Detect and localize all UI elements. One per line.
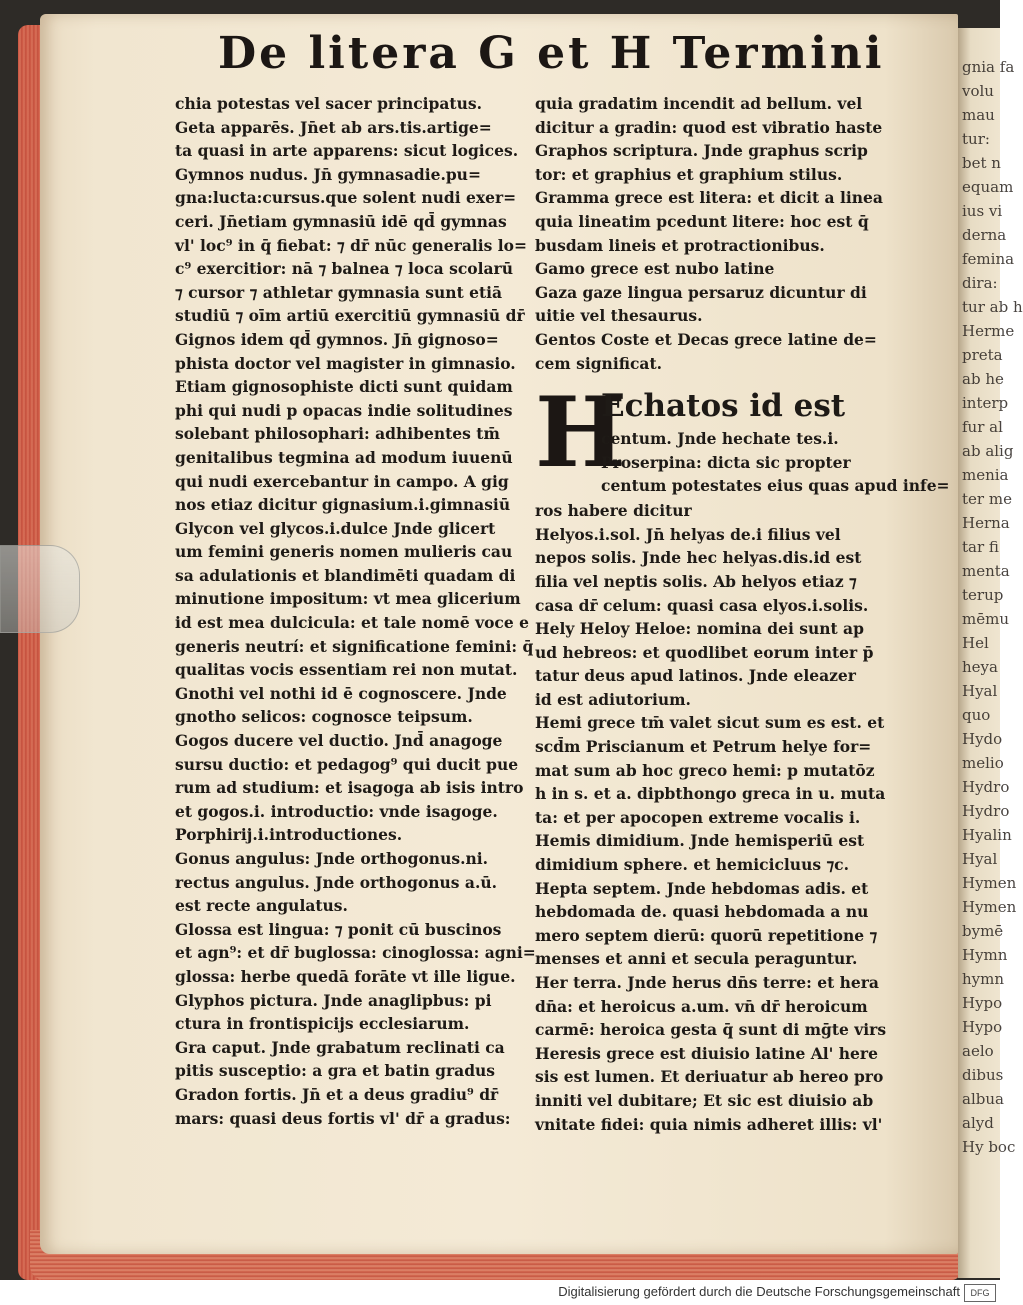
- facing-page-fragment: menia: [962, 466, 1009, 484]
- facing-page-fragment: dibus: [962, 1066, 1004, 1084]
- text-line: et gogos.i. introductio: vnde isagoge.: [175, 801, 498, 821]
- text-line: Glyphos pictura. Jnde anaglipbus: pi: [175, 990, 492, 1010]
- facing-page-fragment: tur:: [962, 130, 990, 148]
- text-line: menses et anni et secula peraguntur.: [535, 949, 858, 969]
- text-line: casa dr̄ celum: quasi casa elyos.i.solis.: [535, 595, 869, 615]
- facing-page-fragment: Hymen: [962, 898, 1017, 916]
- text-line: mero septem dierū: quorū repetitione ⁊: [535, 925, 878, 945]
- text-line: Gramma grece est litera: et dicit a linea: [535, 188, 883, 208]
- facing-page-fragment: ter me: [962, 490, 1012, 508]
- facing-page-fragment: ab he: [962, 370, 1004, 388]
- facing-page-fragment: ab alig: [962, 442, 1014, 460]
- text-line: Gentos Coste et Decas grece latine de=: [535, 329, 877, 349]
- text-line: rum ad studium: et isagoga ab isis intro: [175, 778, 524, 798]
- text-line: nepos solis. Jnde hec helyas.dis.id est: [535, 548, 862, 568]
- text-line: Echatos id est: [601, 388, 846, 425]
- text-line: glossa: herbe quedā forāte vt ille ligue.: [175, 966, 516, 986]
- text-line: c⁹ exercitior: nā ⁊ balnea ⁊ loca scolarū: [175, 259, 513, 279]
- text-line: sa adulationis et blandimēti quadam di: [175, 565, 516, 585]
- facing-page-fragment: alyd: [962, 1114, 994, 1132]
- text-line: Gradon fortis. Jn̄ et a deus gradiu⁹ dr̄: [175, 1084, 499, 1104]
- text-line: Hely Heloy Heloe: nomina dei sunt ap: [535, 619, 864, 639]
- page-clip: [0, 545, 80, 633]
- facing-page-fragment: mēmu: [962, 610, 1009, 628]
- text-line: Porphirij.i.introductiones.: [175, 825, 403, 845]
- facing-page-fragment: Hymen: [962, 874, 1017, 892]
- text-line: Gignos idem qd̄ gymnos. Jn̄ gignoso=: [175, 329, 499, 349]
- text-line: tor: et graphius et graphium stilus.: [535, 164, 843, 184]
- facing-page-fragment: mau: [962, 106, 995, 124]
- facing-page-fragment: menta: [962, 562, 1010, 580]
- facing-page-fragment: fur al: [962, 418, 1003, 436]
- text-line: Gaza gaze lingua persaruz dicuntur di: [535, 282, 867, 302]
- text-line: phista doctor vel magister in gimnasio.: [175, 353, 516, 373]
- text-line: dicitur a gradin: quod est vibratio haste: [535, 117, 883, 137]
- text-line: minutione impositum: vt mea glicerium: [175, 589, 521, 609]
- text-line: Hemis dimidium. Jnde hemisperiū est: [535, 831, 865, 851]
- text-line: pitis susceptio: a gra et batin gradus: [175, 1061, 496, 1081]
- text-line: Gnothi vel nothi id ē cognoscere. Jnde: [175, 683, 507, 703]
- text-line: Etiam gignosophiste dicti sunt quidam: [175, 377, 513, 397]
- facing-page-fragment: Hydro: [962, 778, 1010, 796]
- facing-page-fragment: Hydro: [962, 802, 1010, 820]
- text-line: vl' loc⁹ in q̄ fiebat: ⁊ dr̄ nūc generalis lo=: [175, 235, 527, 255]
- decorated-initial: H: [535, 376, 626, 490]
- text-line: vnitate fidei: quia nimis adheret illis: vl': [535, 1114, 883, 1134]
- text-line: id est mea dulcicula: et tale nomē voce e: [175, 613, 529, 633]
- facing-page-fragment: tar fi: [962, 538, 999, 556]
- facing-page-fragment: Hyalin: [962, 826, 1012, 844]
- facing-page-fragment: heya: [962, 658, 998, 676]
- text-line: tatur deus apud latinos. Jnde eleazer: [535, 666, 856, 686]
- text-line: ud hebreos: et quodlibet eorum inter p̄: [535, 642, 874, 662]
- text-line: est recte angulatus.: [175, 896, 348, 916]
- text-line: Proserpina: dicta sic propter: [601, 452, 851, 472]
- facing-page-fragment: aelo: [962, 1042, 994, 1060]
- text-line: Heresis grece est diuisio latine Al' here: [535, 1043, 878, 1063]
- text-line: et agn⁹: et dr̄ buglossa: cinoglossa: agni=: [175, 943, 536, 963]
- text-line: Gogos ducere vel ductio. Jnd̄ anagoge: [175, 731, 503, 751]
- text-line: phi qui nudi p opacas indie solitudines: [175, 400, 513, 420]
- facing-page-fragment: derna: [962, 226, 1007, 244]
- text-line: Geta apparēs. Jn̄et ab ars.tis.artige=: [175, 117, 492, 137]
- text-line: ros habere dicitur: [535, 501, 692, 521]
- text-line: carmē: heroica gesta q̄ sunt di mḡte virs: [535, 1020, 887, 1040]
- facing-page-fragment: dira:: [962, 274, 998, 292]
- right-text-column: [535, 92, 950, 1136]
- text-line: qui nudi exercebantur in campo. A gig: [175, 471, 509, 491]
- text-line: Hepta septem. Jnde hebdomas adis. et: [535, 878, 869, 898]
- facing-page-fragment: Herme: [962, 322, 1015, 340]
- text-line: uitie vel thesaurus.: [535, 306, 703, 326]
- text-line: ta: et per apocopen extreme vocalis i.: [535, 807, 861, 827]
- left-text-column: [175, 92, 536, 1130]
- text-line: Hemi grece tm̄ valet sicut sum es est. et: [535, 713, 885, 733]
- text-line: hebdomada de. quasi hebdomada a nu: [535, 902, 869, 922]
- dfg-logo: DFG: [964, 1284, 996, 1302]
- facing-page-fragment: Hypo: [962, 1018, 1003, 1036]
- text-line: cem significat.: [535, 353, 663, 373]
- facing-page-fragment: femina: [962, 250, 1015, 268]
- facing-page-fragment: gnia fa: [962, 58, 1015, 76]
- text-line: centum. Jnde hechate tes.i.: [601, 429, 839, 449]
- funding-note: Digitalisierung gefördert durch die Deutsche Forschungsgemeinschaft: [558, 1284, 960, 1299]
- facing-page-fragment: Hydo: [962, 730, 1003, 748]
- text-line: Glycon vel glycos.i.dulce Jnde glicert: [175, 518, 496, 538]
- facing-page-fragment: Hy boc: [962, 1138, 1016, 1156]
- text-line: nos etiaz dicitur gignasium.i.gimnasiū: [175, 495, 511, 515]
- text-line: scd̄m Priscianum et Petrum helye for=: [535, 737, 872, 757]
- text-line: Gymnos nudus. Jn̄ gymnasadie.pu=: [175, 164, 481, 184]
- text-line: centum potestates eius quas apud infe=: [601, 476, 950, 496]
- text-line: ta quasi in arte apparens: sicut logices.: [175, 141, 519, 161]
- text-line: quia gradatim incendit ad bellum. vel: [535, 94, 863, 113]
- text-line: mars: quasi deus fortis vl' dr̄ a gradus:: [175, 1108, 511, 1128]
- text-line: rectus angulus. Jnde orthogonus a.ū.: [175, 872, 498, 892]
- text-line: Gra caput. Jnde grabatum reclinati ca: [175, 1037, 505, 1057]
- text-line: studiū ⁊ oīm artiū exercitiū gymnasiū dr̄: [175, 306, 525, 326]
- facing-page-fragment: terup: [962, 586, 1004, 604]
- text-line: gna:lucta:cursus.que solent nudi exer=: [175, 188, 517, 208]
- facing-page-fragment: quo: [962, 706, 991, 724]
- facing-page-fragment: bymē: [962, 922, 1004, 940]
- facing-page-fragment: equam: [962, 178, 1014, 196]
- initial-lines: [601, 385, 950, 498]
- text-line: qualitas vocis essentiam rei non mutat.: [175, 660, 518, 680]
- text-line: filia vel neptis solis. Ab helyos etiaz ⁊: [535, 571, 857, 591]
- facing-page-fragment: ius vi: [962, 202, 1003, 220]
- facing-page-fragment: albua: [962, 1090, 1004, 1108]
- text-line: quia lineatim pcedunt litere: hoc est q̄: [535, 211, 869, 231]
- text-line: genitalibus tegmina ad modum iuuenū: [175, 447, 513, 467]
- footer-bar: [0, 1280, 1000, 1305]
- text-line: Gonus angulus: Jnde orthogonus.ni.: [175, 849, 489, 868]
- right-column-top: [535, 92, 883, 375]
- right-column-bottom: [535, 499, 887, 1136]
- text-line: sursu ductio: et pedagog⁹ qui ducit pue: [175, 754, 519, 774]
- text-line: um femini generis nomen mulieris cau: [175, 542, 513, 562]
- initial-block: [535, 376, 950, 497]
- text-line: inniti vel dubitare; Et sic est diuisio ab: [535, 1090, 874, 1110]
- text-line: ⁊ cursor ⁊ athletar gymnasia sunt etiā: [175, 282, 503, 302]
- facing-page-fragment: volu: [962, 82, 994, 100]
- text-line: ceri. Jn̄etiam gymnasiū idē qd̄ gymnas: [175, 211, 507, 231]
- text-line: gnotho selicos: cognosce teipsum.: [175, 707, 473, 727]
- facing-page-fragment: Hymn: [962, 946, 1008, 964]
- text-line: solebant philosophari: adhibentes tm̄: [175, 424, 500, 444]
- text-line: chia potestas vel sacer principatus.: [175, 94, 482, 113]
- facing-page-fragment: hymn: [962, 970, 1005, 988]
- text-line: Graphos scriptura. Jnde graphus scrip: [535, 141, 868, 161]
- facing-page-fragment: Hel: [962, 634, 989, 652]
- text-line: Gamo grece est nubo latine: [535, 259, 775, 279]
- facing-page-fragment: Hyal: [962, 850, 998, 868]
- running-header: De litera G et H Termini: [218, 28, 885, 79]
- text-line: Glossa est lingua: ⁊ ponit cū buscinos: [175, 919, 502, 939]
- text-line: Helyos.i.sol. Jn̄ helyas de.i filius vel: [535, 524, 841, 544]
- facing-page-fragment: Herna: [962, 514, 1010, 532]
- text-line: Her terra. Jnde herus dn̄s terre: et hera: [535, 973, 879, 992]
- text-line: mat sum ab hoc greco hemi: p mutatōz: [535, 760, 875, 780]
- text-line: h in s. et a. dipbthongo greca in u. muta: [535, 784, 886, 804]
- text-line: sis est lumen. Et deriuatur ab hereo pro: [535, 1067, 884, 1087]
- facing-page-fragment: melio: [962, 754, 1004, 772]
- text-line: dn̄a: et heroicus a.um. vn̄ dr̄ heroicum: [535, 996, 868, 1016]
- facing-page-fragment: preta: [962, 346, 1003, 364]
- facing-page-fragment: interp: [962, 394, 1009, 412]
- facing-page-fragment: Hypo: [962, 994, 1003, 1012]
- text-line: busdam lineis et protractionibus.: [535, 235, 825, 255]
- text-line: ctura in frontispicijs ecclesiarum.: [175, 1014, 470, 1034]
- facing-page-fragment: bet n: [962, 154, 1001, 172]
- text-line: dimidium sphere. et hemicicluus ⁊c.: [535, 855, 850, 875]
- text-line: id est adiutorium.: [535, 689, 691, 709]
- facing-page-fragment: tur ab h: [962, 298, 1023, 316]
- text-line: generis neutrí: et significatione femini: q̄: [175, 636, 534, 656]
- facing-page-fragment: Hyal: [962, 682, 998, 700]
